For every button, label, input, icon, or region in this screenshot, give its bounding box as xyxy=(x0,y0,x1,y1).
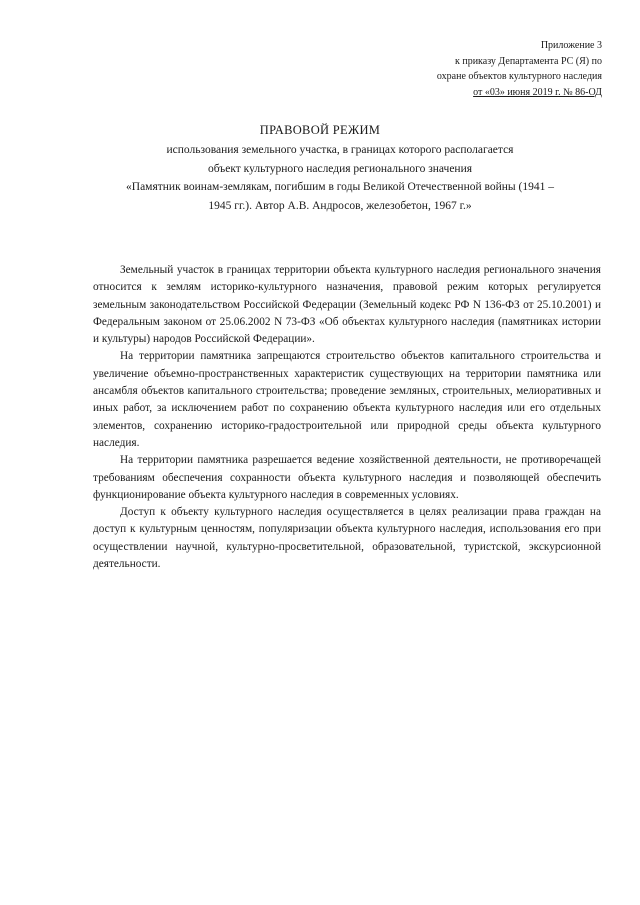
appendix-line-1: Приложение 3 xyxy=(540,40,602,51)
subtitle-line-4: 1945 гг.). Автор А.В. Андросов, железобетон, 1967 г.» xyxy=(208,199,472,212)
document-title: ПРАВОВОЙ РЕЖИМ xyxy=(259,123,381,137)
appendix-line-3: охране объектов культурного наследия xyxy=(436,71,602,82)
paragraph-prohibitions: На территории памятника запрещаются строительство объектов капитального строительства и увеличение объемно-пространственных характеристик существующих на территории памятника или ансамбля объектов капитального строительства; проведение земляных, строительных, мелиоративных и иных работ, за исключением работ по сохранению объекта культурного наследия или его отдельных элементов, сохранению историко-градостроительной или природной среды объекта культурного наследия. xyxy=(93,350,601,449)
paragraph-access: Доступ к объекту культурного наследия осуществляется в целях реализации права граждан на доступ к культурным ценностям, популяризации объекта культурного наследия, использования его при осуществлении научной, культурно-просветительной, образовательной, туристской, экскурсионной деятельности. xyxy=(93,506,601,571)
document-subtitle xyxy=(80,141,600,215)
appendix-line-4: от «03» июня 2019 г. № 86-ОД xyxy=(473,86,602,98)
subtitle-line-2: объект культурного наследия регионального значения xyxy=(207,162,473,175)
subtitle-line-3: «Памятник воинам-землякам, погибшим в годы Великой Отечественной войны (1941 – xyxy=(126,181,554,194)
appendix-line-2: к приказу Департамента РС (Я) по xyxy=(454,55,602,67)
appendix-header xyxy=(437,38,602,100)
subtitle-line-1: использования земельного участка, в границах которого располагается xyxy=(166,144,514,156)
document-body xyxy=(93,262,601,573)
paragraph-land-category: Земельный участок в границах территории объекта культурного наследия регионального значения относится к землям историко-культурного назначения, правовой режим которых регулируется земельным законодательством Российской Федерации (Земельный кодекс РФ N 136-ФЗ от 25.10.2001) и Федеральным законом от 25.06.2002 N 73-ФЗ «Об объектах культурного наследия (памятниках истории и культуры) народов Российской Федерации». xyxy=(93,264,601,346)
paragraph-permissions: На территории памятника разрешается ведение хозяйственной деятельности, не противоречащей требованиям обеспечения сохранности объекта культурного наследия и позволяющей обеспечить функционирование объекта культурного наследия в современных условиях. xyxy=(93,454,601,501)
